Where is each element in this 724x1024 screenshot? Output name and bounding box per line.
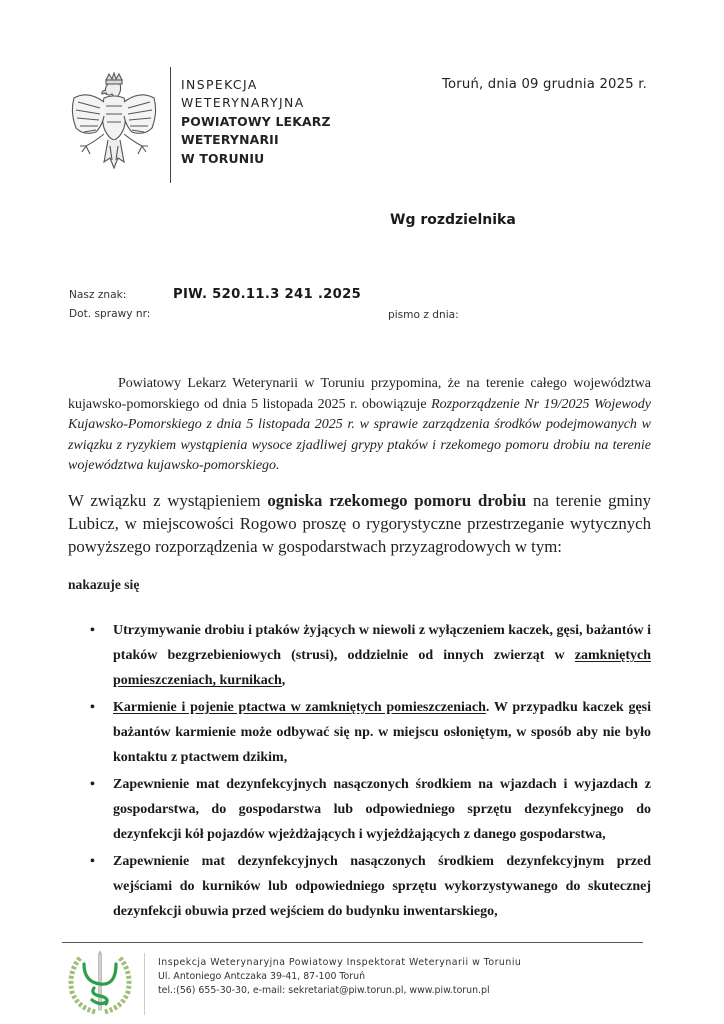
outbreak-text-start: W związku z wystąpieniem	[68, 491, 268, 510]
veterinary-inspection-logo-icon	[62, 948, 138, 1016]
order-heading: nakazuje się	[68, 577, 140, 592]
item-text: Zapewnienie mat dezynfekcyjnych nasączonych środkiem dezynfekcyjnym przed wejściami do kurników lub odpowiedniego sprzętu wykorzystywanego do skutecznej dezynfekcji obuwia przed wejściem do budynku inwentarskiego,	[113, 854, 651, 919]
org-line-1: INSPEKCJA	[181, 77, 258, 92]
item-text: Zapewnienie mat dezynfekcyjnych nasączonych środkiem na wjazdach i wyjazdach z gospodarstwa, do gospodarstwa lub odpowiedniego sprzętu dezynfekcyjnego do dezynfekcji kół pojazdów wjeżdżających i wyjeżdżających z danego gospodarstwa,	[113, 777, 651, 842]
org-line-3: POWIATOWY LEKARZ	[181, 113, 331, 129]
outbreak-paragraph	[68, 489, 651, 558]
list-item	[88, 618, 651, 693]
header-divider	[170, 67, 171, 183]
footer-divider	[62, 942, 643, 943]
outbreak-highlight: ogniska rzekomego pomoru drobiu	[267, 491, 527, 510]
issuing-authority	[181, 76, 331, 168]
outbreak-text-end: na terenie gminy Lubicz, w miejscowości Rogowo proszę o rygorystyczne przestrzeganie wytycznych powyższego rozporządzenia w gospodarstwach przyzagrodowych w tym:	[68, 491, 651, 556]
item-underlined-text: zamkniętych pomieszczeniach, kurnikach	[113, 648, 651, 688]
intro-text: Powiatowy Lekarz Weterynarii w Toruniu przypomina, że na terenie całego województwa kujawsko-pomorskiego od dnia 5 listopada 2025 r. obowiązuje	[68, 376, 651, 412]
letter-date-label: pismo z dnia:	[388, 309, 459, 321]
org-line-2: WETERYNARYJNA	[181, 95, 305, 111]
footer-phone-email-web: tel.:(56) 655-30-30, e-mail: sekretariat@piw.torun.pl, www.piw.torun.pl	[158, 985, 490, 997]
list-item	[88, 849, 651, 924]
bullet-icon: •	[90, 700, 95, 715]
item-text: Utrzymywanie drobiu i ptaków żyjących w niewoli z wyłączeniem kaczek, gęsi, bażantów i ptaków bezgrzebieniowych (strusi), oddzielnie od innych zwierząt w	[113, 623, 651, 663]
org-line-4: WETERYNARII	[181, 132, 279, 148]
footer-contact	[158, 956, 521, 999]
regulation-title: Rozporządzenie Nr 19/2025 Wojewody Kujawsko-Pomorskiego z dnia 5 listopada 2025 r.	[68, 396, 651, 432]
bullet-icon: •	[90, 623, 95, 638]
regulation-subject: w sprawie zarządzenia środków podejmowanych w związku z ryzykiem wystąpienia wysoce zjadliwej grypy ptaków i rzekomego pomoru drobiu na terenie województwa kujawsko-pomorskiego.	[68, 417, 651, 473]
our-ref-value: PIW. 520.11.3 241 .2025	[173, 287, 362, 302]
case-number-label: Dot. sprawy nr:	[69, 308, 151, 320]
orders-list	[88, 618, 651, 924]
list-item	[88, 695, 651, 770]
recipient: Wg rozdzielnika	[390, 212, 516, 228]
footer-logo-divider	[144, 953, 145, 1015]
item-text-end: ,	[281, 673, 286, 688]
intro-paragraph	[68, 374, 651, 477]
item-underlined-text: Karmienie i pojenie ptactwa w zamkniętych pomieszczeniach	[113, 700, 486, 715]
place-and-date: Toruń, dnia 09 grudnia 2025 r.	[442, 77, 648, 92]
footer-address: Ul. Antoniego Antczaka 39-41, 87-100 Toruń	[158, 971, 366, 983]
bullet-icon: •	[90, 854, 95, 869]
list-item	[88, 772, 651, 847]
polish-eagle-emblem-icon	[66, 72, 162, 180]
our-ref-label: Nasz znak:	[69, 289, 127, 301]
footer-organization: Inspekcja Weterynaryjna Powiatowy Inspektorat Weterynarii w Toruniu	[158, 957, 522, 968]
item-text-end: . W przypadku kaczek gęsi bażantów karmienie może odbywać się np. w miejscu osłoniętym, w sposób aby nie było kontaktu z ptactwem dzikim,	[113, 700, 651, 765]
org-line-5: W TORUNIU	[181, 150, 265, 166]
bullet-icon: •	[90, 777, 95, 792]
